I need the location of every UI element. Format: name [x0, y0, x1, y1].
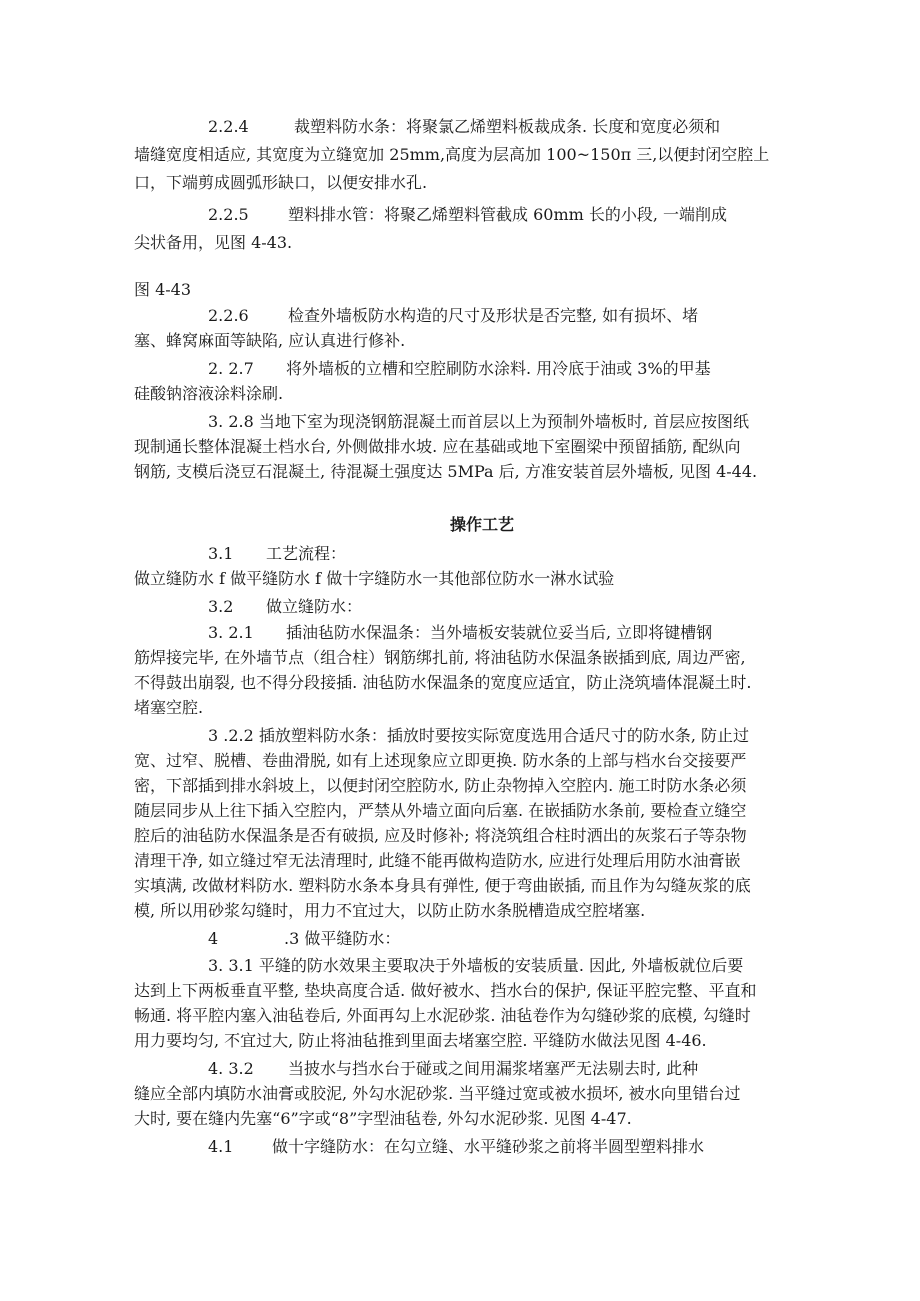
- paragraph-text: 用力要均匀, 不宜过大, 防止将油毡推到里面去堵塞空腔. 平缝防水做法见图 4-46.: [134, 1031, 707, 1050]
- paragraph-text: 裁塑料防水条：将聚氯乙烯塑料板裁成条. 长度和宽度必须和: [294, 117, 721, 136]
- section-number: 2.2.5: [208, 205, 249, 224]
- section-number: 2. 2.7: [208, 359, 254, 378]
- paragraph-text: 当披水与挡水台于碰或之间用漏浆堵塞严无法剔去时, 此种: [288, 1059, 699, 1078]
- section-number: 3.1: [208, 544, 234, 563]
- paragraph-text: 工艺流程：: [266, 544, 347, 563]
- paragraph-text: 做立缝防水：: [266, 597, 363, 616]
- paragraph-text: 口，下端剪成圆弧形缺口，以便安排水孔.: [134, 173, 428, 192]
- paragraph-text: 模, 所以用砂浆勾缝时，用力不宜过大，以防止防水条脱槽造成空腔堵塞.: [134, 901, 646, 920]
- section-number: 3. 2.1: [208, 623, 254, 642]
- paragraph-text: 塞、蜂窝麻面等缺陷, 应认真进行修补.: [134, 331, 406, 350]
- paragraph-text: 现制通长整体混凝土档水台, 外侧做排水坡. 应在基础或地下室圈梁中预留插筋, 配纵向: [134, 437, 741, 456]
- paragraph-text: 3. 3.1 平缝的防水效果主要取决于外墙板的安装质量. 因此, 外墙板就位后要: [208, 956, 744, 975]
- section-number: 4.1: [208, 1137, 234, 1156]
- paragraph-text: 做立缝防水 f 做平缝防水 f 做十字缝防水一其他部位防水一淋水试验: [134, 569, 615, 588]
- heading-text: 操作工艺: [449, 515, 514, 534]
- section-number: 4. 3.2: [208, 1059, 254, 1078]
- paragraph-text: 塑料排水管：将聚乙烯塑料管截成 60mm 长的小段, 一端削成: [288, 205, 728, 224]
- section-number: 2.2.6: [208, 306, 249, 325]
- figure-label: 图 4-43: [134, 280, 192, 299]
- paragraph-text: 实填满, 改做材料防水. 塑料防水条本身具有弹性, 便于弯曲嵌插, 而且作为勾缝灰浆的底: [134, 876, 751, 895]
- paragraph-text: 做十字缝防水：在勾立缝、水平缝砂浆之前将半圆型塑料排水: [272, 1137, 705, 1156]
- paragraph-text: 畅通. 将平腔内塞入油毡卷后, 外面再勾上水泥砂浆. 油毡卷作为勾缝砂浆的底模, 勾缝时: [134, 1006, 751, 1025]
- paragraph-text: 宽、过窄、脱槽、卷曲滑脱, 如有上述现象应立即更换. 防水条的上部与档水台交接要严: [134, 751, 747, 770]
- paragraph-text: 密，下部插到排水斜坡上，以便封闭空腔防水, 防止杂物掉入空腔内. 施工时防水条必须: [134, 776, 747, 795]
- paragraph-text: 达到上下两板垂直平整, 垫块高度合适. 做好被水、挡水台的保护, 保证平腔完整、平直和: [134, 981, 757, 1000]
- paragraph-text: 腔后的油毡防水保温条是否有破损, 应及时修补; 将浇筑组合柱时洒出的灰浆石子等杂物: [134, 826, 747, 845]
- section-number: 4: [208, 929, 219, 948]
- paragraph-text: 缝应全部内填防水油膏或胶泥, 外勾水泥砂浆. 当平缝过宽或被水损坏, 被水向里错台过: [134, 1084, 741, 1103]
- paragraph-text: 大时, 要在缝内先塞“6”字或“8”字型油毡卷, 外勾水泥砂浆. 见图 4-47.: [134, 1109, 632, 1128]
- section-heading: [0, 515, 920, 535]
- paragraph-text: 检查外墙板防水构造的尺寸及形状是否完整, 如有损坏、堵: [288, 306, 699, 325]
- paragraph-text: 插油毡防水保温条：当外墙板安装就位妥当后, 立即将键槽钢: [286, 623, 713, 642]
- paragraph-text: 尖状备用，见图 4-43.: [134, 233, 293, 252]
- section-number: 3.2: [208, 597, 234, 616]
- paragraph-text: .3 做平缝防水：: [284, 929, 401, 948]
- paragraph-text: 清理干净, 如立缝过窄无法清理时, 此缝不能再做构造防水, 应进行处理后用防水油膏嵌: [134, 851, 741, 870]
- paragraph-text: 3. 2.8 当地下室为现浇钢筋混凝土而首层以上为预制外墙板时, 首层应按图纸: [208, 412, 750, 431]
- paragraph-text: 硅酸钠溶液涂料涂刷.: [134, 384, 284, 403]
- paragraph-text: 堵塞空腔.: [134, 698, 204, 717]
- paragraph-text: 筋焊接完毕, 在外墙节点（组合柱）钢筋绑扎前, 将油毡防水保温条嵌插到底, 周边严密,: [134, 648, 746, 667]
- paragraph-text: 随层同步从上往下插入空腔内，严禁从外墙立面向后塞. 在嵌插防水条前, 要检查立缝空: [134, 801, 747, 820]
- paragraph-text: 墙缝宽度相适应, 其宽度为立缝宽加 25mm,高度为层高加 100~150π 三,以便封闭空腔上: [134, 145, 770, 164]
- section-number: 2.2.4: [208, 117, 249, 136]
- paragraph-text: 3 .2.2 插放塑料防水条：插放时要按实际宽度选用合适尺寸的防水条, 防止过: [208, 726, 750, 745]
- paragraph-text: 不得鼓出崩裂, 也不得分段接插. 油毡防水保温条的宽度应适宜，防止浇筑墙体混凝土时.: [134, 673, 752, 692]
- paragraph-text: 钢筋, 支模后浇豆石混凝土, 待混凝土强度达 5MPa 后, 方准安装首层外墙板, 见图 4-44.: [134, 462, 758, 481]
- paragraph-text: 将外墙板的立槽和空腔刷防水涂料. 用冷底于油或 3%的甲基: [286, 359, 711, 378]
